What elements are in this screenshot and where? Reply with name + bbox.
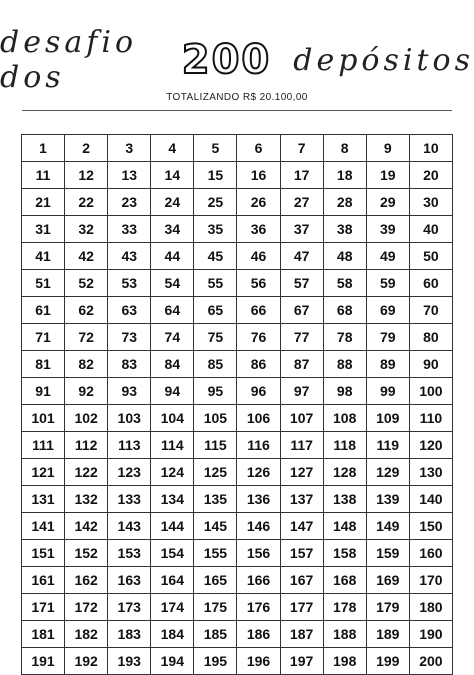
deposit-cell[interactable]: 9 bbox=[366, 135, 409, 162]
deposit-cell[interactable]: 158 bbox=[323, 540, 366, 567]
deposit-cell[interactable]: 175 bbox=[194, 594, 237, 621]
deposit-cell[interactable]: 136 bbox=[237, 486, 280, 513]
deposit-cell[interactable]: 121 bbox=[22, 459, 65, 486]
deposit-cell[interactable]: 196 bbox=[237, 648, 280, 675]
deposit-cell[interactable]: 115 bbox=[194, 432, 237, 459]
deposit-cell[interactable]: 146 bbox=[237, 513, 280, 540]
deposit-cell[interactable]: 163 bbox=[108, 567, 151, 594]
deposit-cell[interactable]: 127 bbox=[280, 459, 323, 486]
deposit-cell[interactable]: 134 bbox=[151, 486, 194, 513]
deposit-cell[interactable]: 68 bbox=[323, 297, 366, 324]
deposit-cell[interactable]: 160 bbox=[409, 540, 452, 567]
deposit-cell[interactable]: 165 bbox=[194, 567, 237, 594]
deposit-cell[interactable]: 34 bbox=[151, 216, 194, 243]
deposit-cell[interactable]: 32 bbox=[65, 216, 108, 243]
deposit-cell[interactable]: 76 bbox=[237, 324, 280, 351]
deposit-cell[interactable]: 173 bbox=[108, 594, 151, 621]
grid-row bbox=[22, 270, 453, 297]
deposit-cell[interactable]: 48 bbox=[323, 243, 366, 270]
deposit-cell[interactable]: 91 bbox=[22, 378, 65, 405]
deposit-cell[interactable]: 145 bbox=[194, 513, 237, 540]
deposit-cell[interactable]: 140 bbox=[409, 486, 452, 513]
deposit-cell[interactable]: 65 bbox=[194, 297, 237, 324]
deposit-cell[interactable]: 101 bbox=[22, 405, 65, 432]
deposit-cell[interactable]: 3 bbox=[108, 135, 151, 162]
grid-row bbox=[22, 297, 453, 324]
deposit-cell[interactable]: 128 bbox=[323, 459, 366, 486]
deposit-cell[interactable]: 187 bbox=[280, 621, 323, 648]
deposit-cell[interactable]: 37 bbox=[280, 216, 323, 243]
deposit-cell[interactable]: 81 bbox=[22, 351, 65, 378]
deposit-cell[interactable]: 88 bbox=[323, 351, 366, 378]
grid-row bbox=[22, 432, 453, 459]
deposit-cell[interactable]: 29 bbox=[366, 189, 409, 216]
deposit-cell[interactable]: 159 bbox=[366, 540, 409, 567]
deposit-cell[interactable]: 153 bbox=[108, 540, 151, 567]
deposit-cell[interactable]: 19 bbox=[366, 162, 409, 189]
deposit-cell[interactable]: 123 bbox=[108, 459, 151, 486]
grid-row bbox=[22, 189, 453, 216]
deposit-cell[interactable]: 138 bbox=[323, 486, 366, 513]
deposit-cell[interactable]: 147 bbox=[280, 513, 323, 540]
deposit-cell[interactable]: 93 bbox=[108, 378, 151, 405]
title-script-left: desafio dos bbox=[0, 25, 137, 95]
deposit-cell[interactable]: 143 bbox=[108, 513, 151, 540]
grid-row bbox=[22, 486, 453, 513]
deposit-cell[interactable]: 72 bbox=[65, 324, 108, 351]
deposit-cell[interactable]: 114 bbox=[151, 432, 194, 459]
deposit-cell[interactable]: 200 bbox=[409, 648, 452, 675]
deposit-cell[interactable]: 178 bbox=[323, 594, 366, 621]
deposit-cell[interactable]: 113 bbox=[108, 432, 151, 459]
deposit-cell[interactable]: 112 bbox=[65, 432, 108, 459]
deposit-cell[interactable]: 98 bbox=[323, 378, 366, 405]
grid-row bbox=[22, 351, 453, 378]
deposit-cell[interactable]: 25 bbox=[194, 189, 237, 216]
deposit-cell[interactable]: 152 bbox=[65, 540, 108, 567]
deposit-cell[interactable]: 14 bbox=[151, 162, 194, 189]
deposit-cell[interactable]: 110 bbox=[409, 405, 452, 432]
deposit-cell[interactable]: 109 bbox=[366, 405, 409, 432]
deposit-cell[interactable]: 1 bbox=[22, 135, 65, 162]
deposit-cell[interactable]: 155 bbox=[194, 540, 237, 567]
deposit-cell[interactable]: 74 bbox=[151, 324, 194, 351]
deposit-cell[interactable]: 154 bbox=[151, 540, 194, 567]
deposit-cell[interactable]: 105 bbox=[194, 405, 237, 432]
deposit-cell[interactable]: 103 bbox=[108, 405, 151, 432]
deposit-cell[interactable]: 195 bbox=[194, 648, 237, 675]
deposit-cell[interactable]: 108 bbox=[323, 405, 366, 432]
deposit-grid-body bbox=[22, 135, 453, 675]
deposit-cell[interactable]: 126 bbox=[237, 459, 280, 486]
grid-row bbox=[22, 378, 453, 405]
deposit-cell[interactable]: 120 bbox=[409, 432, 452, 459]
deposit-cell[interactable]: 73 bbox=[108, 324, 151, 351]
deposit-cell[interactable]: 82 bbox=[65, 351, 108, 378]
deposit-cell[interactable]: 141 bbox=[22, 513, 65, 540]
deposit-cell[interactable]: 170 bbox=[409, 567, 452, 594]
deposit-cell[interactable]: 84 bbox=[151, 351, 194, 378]
deposit-cell[interactable]: 15 bbox=[194, 162, 237, 189]
deposit-cell[interactable]: 92 bbox=[65, 378, 108, 405]
deposit-cell[interactable]: 124 bbox=[151, 459, 194, 486]
deposit-cell[interactable]: 28 bbox=[323, 189, 366, 216]
deposit-cell[interactable]: 62 bbox=[65, 297, 108, 324]
deposit-cell[interactable]: 142 bbox=[65, 513, 108, 540]
deposit-cell[interactable]: 186 bbox=[237, 621, 280, 648]
deposit-cell[interactable]: 192 bbox=[65, 648, 108, 675]
deposit-cell[interactable]: 198 bbox=[323, 648, 366, 675]
deposit-cell[interactable]: 2 bbox=[65, 135, 108, 162]
deposit-cell[interactable]: 44 bbox=[151, 243, 194, 270]
grid-row bbox=[22, 162, 453, 189]
deposit-cell[interactable]: 46 bbox=[237, 243, 280, 270]
deposit-cell[interactable]: 70 bbox=[409, 297, 452, 324]
deposit-cell[interactable]: 118 bbox=[323, 432, 366, 459]
deposit-cell[interactable]: 85 bbox=[194, 351, 237, 378]
deposit-cell[interactable]: 43 bbox=[108, 243, 151, 270]
deposit-cell[interactable]: 131 bbox=[22, 486, 65, 513]
deposit-cell[interactable]: 129 bbox=[366, 459, 409, 486]
deposit-cell[interactable]: 96 bbox=[237, 378, 280, 405]
deposit-cell[interactable]: 166 bbox=[237, 567, 280, 594]
grid-row bbox=[22, 567, 453, 594]
deposit-cell[interactable]: 172 bbox=[65, 594, 108, 621]
deposit-cell[interactable]: 17 bbox=[280, 162, 323, 189]
deposit-cell[interactable]: 104 bbox=[151, 405, 194, 432]
deposit-cell[interactable]: 176 bbox=[237, 594, 280, 621]
deposit-cell[interactable]: 177 bbox=[280, 594, 323, 621]
deposit-cell[interactable]: 49 bbox=[366, 243, 409, 270]
deposit-cell[interactable]: 119 bbox=[366, 432, 409, 459]
deposit-cell[interactable]: 33 bbox=[108, 216, 151, 243]
deposit-cell[interactable]: 78 bbox=[323, 324, 366, 351]
deposit-cell[interactable]: 41 bbox=[22, 243, 65, 270]
grid-row bbox=[22, 216, 453, 243]
deposit-cell[interactable]: 67 bbox=[280, 297, 323, 324]
deposit-cell[interactable]: 80 bbox=[409, 324, 452, 351]
deposit-cell[interactable]: 7 bbox=[280, 135, 323, 162]
deposit-cell[interactable]: 79 bbox=[366, 324, 409, 351]
deposit-cell[interactable]: 133 bbox=[108, 486, 151, 513]
deposit-cell[interactable]: 144 bbox=[151, 513, 194, 540]
deposit-cell[interactable]: 189 bbox=[366, 621, 409, 648]
deposit-cell[interactable]: 94 bbox=[151, 378, 194, 405]
deposit-cell[interactable]: 130 bbox=[409, 459, 452, 486]
deposit-cell[interactable]: 157 bbox=[280, 540, 323, 567]
deposit-cell[interactable]: 63 bbox=[108, 297, 151, 324]
grid-row bbox=[22, 405, 453, 432]
deposit-cell[interactable]: 185 bbox=[194, 621, 237, 648]
grid-row bbox=[22, 594, 453, 621]
deposit-cell[interactable]: 171 bbox=[22, 594, 65, 621]
deposit-cell[interactable]: 59 bbox=[366, 270, 409, 297]
divider-line bbox=[22, 110, 452, 111]
deposit-cell[interactable]: 45 bbox=[194, 243, 237, 270]
deposit-cell[interactable]: 23 bbox=[108, 189, 151, 216]
deposit-cell[interactable]: 54 bbox=[151, 270, 194, 297]
deposit-cell[interactable]: 77 bbox=[280, 324, 323, 351]
deposit-cell[interactable]: 137 bbox=[280, 486, 323, 513]
deposit-cell[interactable]: 69 bbox=[366, 297, 409, 324]
deposit-cell[interactable]: 151 bbox=[22, 540, 65, 567]
deposit-cell[interactable]: 8 bbox=[323, 135, 366, 162]
deposit-cell[interactable]: 36 bbox=[237, 216, 280, 243]
deposit-cell[interactable]: 52 bbox=[65, 270, 108, 297]
grid-row bbox=[22, 513, 453, 540]
deposit-cell[interactable]: 122 bbox=[65, 459, 108, 486]
deposit-cell[interactable]: 116 bbox=[237, 432, 280, 459]
grid-row bbox=[22, 459, 453, 486]
deposit-cell[interactable]: 21 bbox=[22, 189, 65, 216]
deposit-cell[interactable]: 107 bbox=[280, 405, 323, 432]
deposit-cell[interactable]: 6 bbox=[237, 135, 280, 162]
deposit-cell[interactable]: 4 bbox=[151, 135, 194, 162]
page-title bbox=[0, 25, 474, 95]
deposit-cell[interactable]: 139 bbox=[366, 486, 409, 513]
grid-row bbox=[22, 243, 453, 270]
deposit-cell[interactable]: 10 bbox=[409, 135, 452, 162]
deposit-cell[interactable]: 97 bbox=[280, 378, 323, 405]
deposit-cell[interactable]: 38 bbox=[323, 216, 366, 243]
deposit-cell[interactable]: 117 bbox=[280, 432, 323, 459]
deposit-cell[interactable]: 11 bbox=[22, 162, 65, 189]
deposit-cell[interactable]: 50 bbox=[409, 243, 452, 270]
deposit-cell[interactable]: 125 bbox=[194, 459, 237, 486]
deposit-cell[interactable]: 56 bbox=[237, 270, 280, 297]
deposit-cell[interactable]: 180 bbox=[409, 594, 452, 621]
deposit-cell[interactable]: 89 bbox=[366, 351, 409, 378]
deposit-cell[interactable]: 99 bbox=[366, 378, 409, 405]
deposit-cell[interactable]: 42 bbox=[65, 243, 108, 270]
grid-row bbox=[22, 621, 453, 648]
deposit-cell[interactable]: 22 bbox=[65, 189, 108, 216]
deposit-cell[interactable]: 61 bbox=[22, 297, 65, 324]
deposit-cell[interactable]: 150 bbox=[409, 513, 452, 540]
deposit-cell[interactable]: 27 bbox=[280, 189, 323, 216]
deposit-cell[interactable]: 191 bbox=[22, 648, 65, 675]
deposit-cell[interactable]: 174 bbox=[151, 594, 194, 621]
deposit-cell[interactable]: 30 bbox=[409, 189, 452, 216]
deposit-cell[interactable]: 18 bbox=[323, 162, 366, 189]
deposit-cell[interactable]: 182 bbox=[65, 621, 108, 648]
grid-row bbox=[22, 135, 453, 162]
deposit-cell[interactable]: 164 bbox=[151, 567, 194, 594]
grid-row bbox=[22, 648, 453, 675]
deposit-cell[interactable]: 156 bbox=[237, 540, 280, 567]
deposit-cell[interactable]: 60 bbox=[409, 270, 452, 297]
deposit-grid bbox=[21, 134, 453, 675]
deposit-cell[interactable]: 197 bbox=[280, 648, 323, 675]
deposit-cell[interactable]: 13 bbox=[108, 162, 151, 189]
grid-row bbox=[22, 540, 453, 567]
deposit-cell[interactable]: 149 bbox=[366, 513, 409, 540]
deposit-cell[interactable]: 135 bbox=[194, 486, 237, 513]
deposit-cell[interactable]: 148 bbox=[323, 513, 366, 540]
deposit-cell[interactable]: 12 bbox=[65, 162, 108, 189]
deposit-cell[interactable]: 102 bbox=[65, 405, 108, 432]
deposit-cell[interactable]: 106 bbox=[237, 405, 280, 432]
deposit-cell[interactable]: 199 bbox=[366, 648, 409, 675]
deposit-cell[interactable]: 47 bbox=[280, 243, 323, 270]
deposit-cell[interactable]: 181 bbox=[22, 621, 65, 648]
deposit-cell[interactable]: 183 bbox=[108, 621, 151, 648]
deposit-cell[interactable]: 100 bbox=[409, 378, 452, 405]
deposit-cell[interactable]: 64 bbox=[151, 297, 194, 324]
deposit-cell[interactable]: 35 bbox=[194, 216, 237, 243]
deposit-cell[interactable]: 194 bbox=[151, 648, 194, 675]
deposit-cell[interactable]: 169 bbox=[366, 567, 409, 594]
deposit-cell[interactable]: 71 bbox=[22, 324, 65, 351]
deposit-cell[interactable]: 162 bbox=[65, 567, 108, 594]
deposit-cell[interactable]: 193 bbox=[108, 648, 151, 675]
deposit-cell[interactable]: 26 bbox=[237, 189, 280, 216]
deposit-cell[interactable]: 132 bbox=[65, 486, 108, 513]
deposit-cell[interactable]: 87 bbox=[280, 351, 323, 378]
deposit-cell[interactable]: 66 bbox=[237, 297, 280, 324]
deposit-cell[interactable]: 75 bbox=[194, 324, 237, 351]
deposit-cell[interactable]: 167 bbox=[280, 567, 323, 594]
deposit-cell[interactable]: 111 bbox=[22, 432, 65, 459]
deposit-cell[interactable]: 16 bbox=[237, 162, 280, 189]
deposit-cell[interactable]: 168 bbox=[323, 567, 366, 594]
deposit-cell[interactable]: 95 bbox=[194, 378, 237, 405]
deposit-cell[interactable]: 184 bbox=[151, 621, 194, 648]
grid-row bbox=[22, 324, 453, 351]
deposit-cell[interactable]: 31 bbox=[22, 216, 65, 243]
deposit-cell[interactable]: 161 bbox=[22, 567, 65, 594]
deposit-cell[interactable]: 39 bbox=[366, 216, 409, 243]
subtitle-total: TOTALIZANDO R$ 20.100,00 bbox=[166, 92, 308, 103]
deposit-cell[interactable]: 86 bbox=[237, 351, 280, 378]
deposit-cell[interactable]: 53 bbox=[108, 270, 151, 297]
deposit-cell[interactable]: 51 bbox=[22, 270, 65, 297]
deposit-cell[interactable]: 24 bbox=[151, 189, 194, 216]
deposit-cell[interactable]: 20 bbox=[409, 162, 452, 189]
deposit-cell[interactable]: 57 bbox=[280, 270, 323, 297]
deposit-cell[interactable]: 5 bbox=[194, 135, 237, 162]
title-number: 200 bbox=[181, 37, 272, 83]
deposit-cell[interactable]: 83 bbox=[108, 351, 151, 378]
deposit-cell[interactable]: 55 bbox=[194, 270, 237, 297]
deposit-cell[interactable]: 58 bbox=[323, 270, 366, 297]
deposit-cell[interactable]: 179 bbox=[366, 594, 409, 621]
title-script-right: depósitos bbox=[293, 42, 474, 78]
deposit-cell[interactable]: 190 bbox=[409, 621, 452, 648]
deposit-cell[interactable]: 90 bbox=[409, 351, 452, 378]
deposit-cell[interactable]: 188 bbox=[323, 621, 366, 648]
deposit-cell[interactable]: 40 bbox=[409, 216, 452, 243]
